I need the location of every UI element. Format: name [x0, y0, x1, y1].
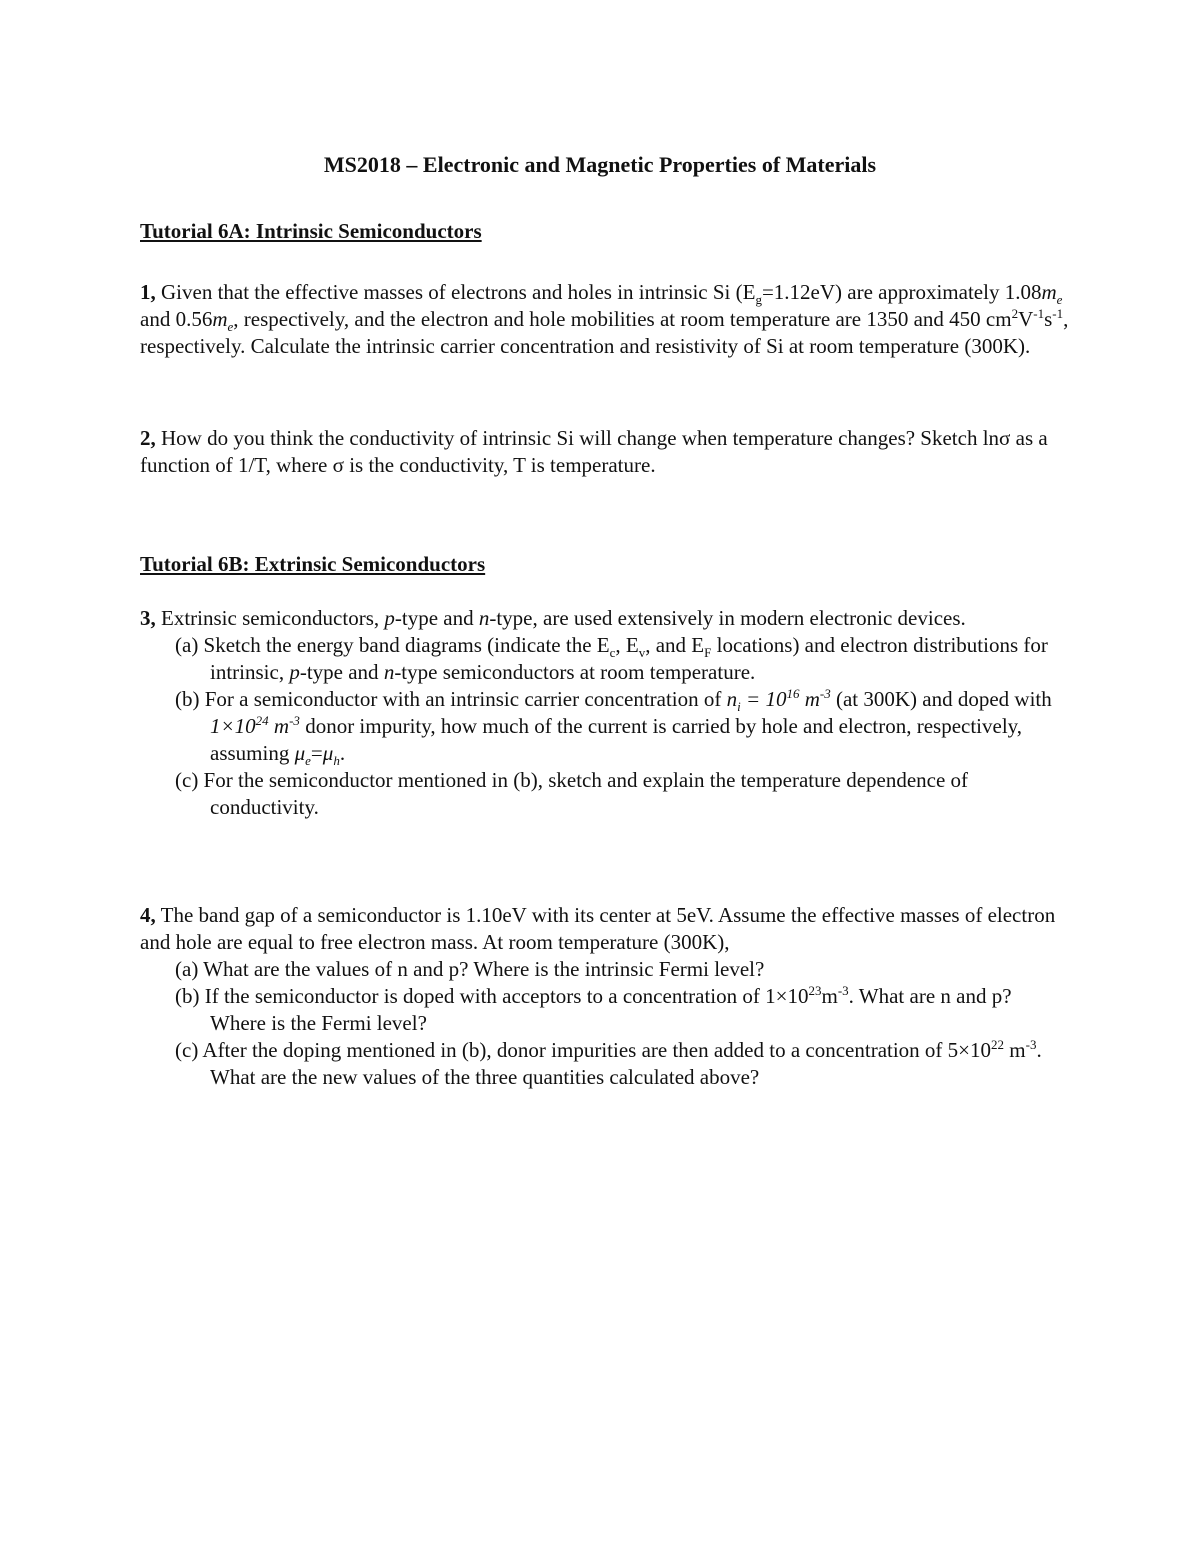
section-heading-6a: Tutorial 6A: Intrinsic Semiconductors — [140, 219, 482, 243]
question-3a: (a) Sketch the energy band diagrams (indicate the $E_c$, $E_v$, and $E_F$ locations) and electron distributions for intrinsic, p-type and n-type semiconductors at room temperature. — [175, 633, 1048, 684]
question-3b: (b) For a semiconductor with an intrinsic carrier concentration of $n_i = 10^{16}$ $m^{-3}$ (at 300K) and doped with $1\times 10^{24}$ $m^{-3}$ donor impurity, how much of the current is carried by hole and electron, respectively, assuming $\mu_e=\mu_h$. — [175, 686, 1052, 769]
question-2: 2, How do you think the conductivity of intrinsic Si will change when temperature changes? Sketch lnσ as a function of 1/T, where σ is the conductivity, T is temperature. — [140, 426, 1048, 477]
question-3: 3, Extrinsic semiconductors, p-type and n-type, are used extensively in modern electronic devices. (a) Sketch the energy band diagrams (indicate the $E_c$, $E_v$, and $E_F$ locations) and electron distributions for intrinsic, p-type and n-type semiconductors at room temperature. (b) For a semiconductor with an intrinsic carrier concentration of $n_i = 10^{16}$ $m^{-3}$ (at 300K) and doped with $1\times 10^{24}$ $m^{-3}$ donor impurity, how much of the current is carried by hole and electron, respectively, assuming $\mu_e=\mu_h$. (c) For the semiconductor mentioned in (b), sketch and explain the temperature dependence of conductivity. — [140, 605, 1070, 821]
question-4: 4, The band gap of a semiconductor is 1.10eV with its center at 5eV. Assume the effective masses of electron and hole are equal to free electron mass. At room temperature (300K), (a) What are the values of n and p? Where is the intrinsic Fermi level? (b) If the semiconductor is doped with acceptors to a concentration of $1\times 10^{23}m^{-3}$. What are n and p? Where is the Fermi level? (c) After the doping mentioned in (b), donor impurities are then added to a concentration of $5\times 10^{22}$ $m^{-3}$. What are the new values of the three quantities calculated above? — [140, 902, 1070, 1091]
question-number: 2, — [140, 426, 156, 450]
question-number: 4, — [140, 903, 156, 927]
question-number: 1, — [140, 280, 156, 304]
question-4c: (c) After the doping mentioned in (b), donor impurities are then added to a concentration of $5\times 10^{22}$ $m^{-3}$. What are the new values of the three quantities calculated above? — [175, 1037, 1042, 1089]
question-4b: (b) If the semiconductor is doped with acceptors to a concentration of $1\times 10^{23}m^{-3}$. What are n and p? Where is the Fermi level? — [175, 983, 1012, 1035]
question-4a: (a) What are the values of n and p? Where is the intrinsic Fermi level? — [175, 957, 765, 981]
question-1: 1, Given that the effective masses of electrons and holes in intrinsic Si $(E_g=1.12eV)$ are approximately $1.08m_e$ and $0.56m_e$, respectively, and the electron and hole mobilities at room temperature are 1350 and 450 $cm^2V^{-1}s^{-1}$, respectively. Calculate the intrinsic carrier concentration and resistivity of Si at room temperature (300K). — [140, 280, 1069, 358]
question-3c: (c) For the semiconductor mentioned in (b), sketch and explain the temperature dependence of conductivity. — [175, 768, 969, 819]
document-title: MS2018 – Electronic and Magnetic Properties of Materials — [323, 152, 877, 177]
section-heading-6b: Tutorial 6B: Extrinsic Semiconductors — [140, 552, 486, 576]
question-number: 3, — [140, 606, 156, 630]
